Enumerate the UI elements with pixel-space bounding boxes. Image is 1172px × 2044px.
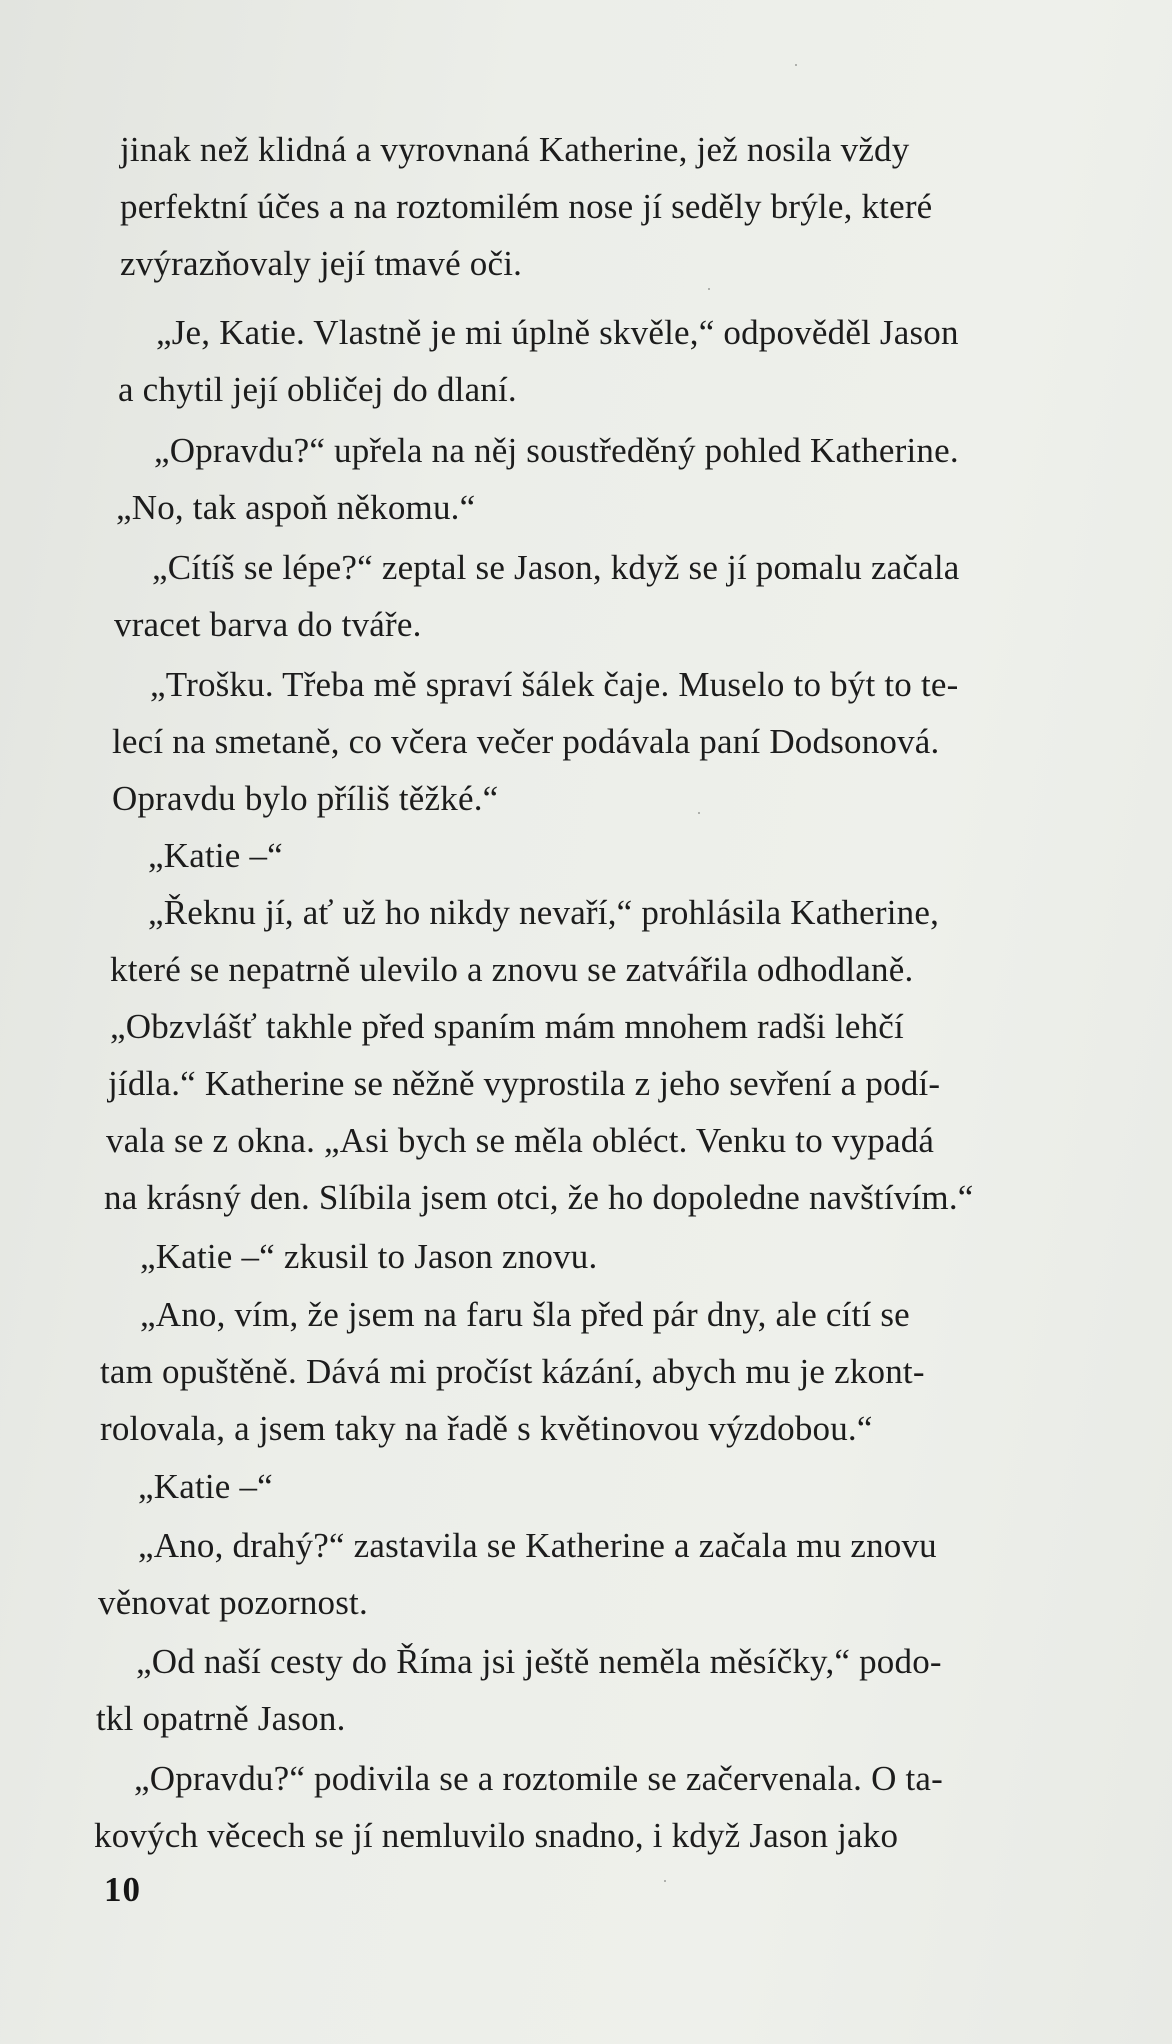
text-line: „Katie –“ <box>138 1467 273 1506</box>
text-line: a chytil její obličej do dlaní. <box>118 370 517 409</box>
paper-speck <box>795 64 797 66</box>
text-line: tam opuštěně. Dává mi pročíst kázání, abych mu je zkont- <box>100 1352 925 1391</box>
text-line: perfektní účes a na roztomilém nose jí seděly brýle, které <box>120 187 933 226</box>
text-line: zvýrazňovaly její tmavé oči. <box>120 244 523 283</box>
text-line: které se nepatrně ulevilo a znovu se zatvářila odhodlaně. <box>110 950 914 989</box>
text-line: vracet barva do tváře. <box>114 605 422 644</box>
page-number: 10 <box>104 1870 141 1909</box>
text-line: lecí na smetaně, co včera večer podávala paní Dodsonová. <box>112 722 940 761</box>
text-line: „Od naší cesty do Říma jsi ještě neměla měsíčky,“ podo- <box>136 1642 942 1681</box>
text-line: „No, tak aspoň někomu.“ <box>116 488 476 527</box>
paper-speck <box>664 1880 666 1882</box>
text-line: „Opravdu?“ upřela na něj soustředěný pohled Katherine. <box>154 431 959 470</box>
text-line: rolovala, a jsem taky na řadě s květinovou výzdobou.“ <box>100 1409 873 1448</box>
text-line: „Cítíš se lépe?“ zeptal se Jason, když se jí pomalu začala <box>152 548 960 587</box>
text-line: „Katie –“ <box>148 836 283 875</box>
text-line: tkl opatrně Jason. <box>96 1699 346 1738</box>
text-line: „Trošku. Třeba mě spraví šálek čaje. Muselo to být to te- <box>150 665 959 704</box>
text-line: „Řeknu jí, ať už ho nikdy nevaří,“ prohlásila Katherine, <box>148 893 940 932</box>
text-line: Opravdu bylo příliš těžké.“ <box>112 779 499 818</box>
paper-speck <box>698 812 700 814</box>
text-line: „Ano, vím, že jsem na faru šla před pár dny, ale cítí se <box>140 1295 910 1334</box>
text-line: „Opravdu?“ podivila se a roztomile se začervenala. O ta- <box>134 1759 944 1798</box>
text-line: „Ano, drahý?“ zastavila se Katherine a začala mu znovu <box>138 1526 937 1565</box>
text-line: na krásný den. Slíbila jsem otci, že ho dopoledne navštívím.“ <box>104 1178 974 1217</box>
text-line: kových věcech se jí nemluvilo snadno, i když Jason jako <box>94 1816 899 1855</box>
text-line: „Katie –“ zkusil to Jason znovu. <box>140 1237 598 1276</box>
text-line: vala se z okna. „Asi bych se měla obléct. Venku to vypadá <box>106 1121 935 1160</box>
text-line: „Je, Katie. Vlastně je mi úplně skvěle,“ odpověděl Jason <box>156 313 959 352</box>
paper-speck <box>708 288 710 290</box>
text-line: jídla.“ Katherine se něžně vyprostila z jeho sevření a podí- <box>108 1064 941 1103</box>
text-line: věnovat pozornost. <box>98 1583 368 1622</box>
text-line: „Obzvlášť takhle před spaním mám mnohem radši lehčí <box>110 1007 904 1046</box>
text-line: jinak než klidná a vyrovnaná Katherine, jež nosila vždy <box>120 130 910 169</box>
